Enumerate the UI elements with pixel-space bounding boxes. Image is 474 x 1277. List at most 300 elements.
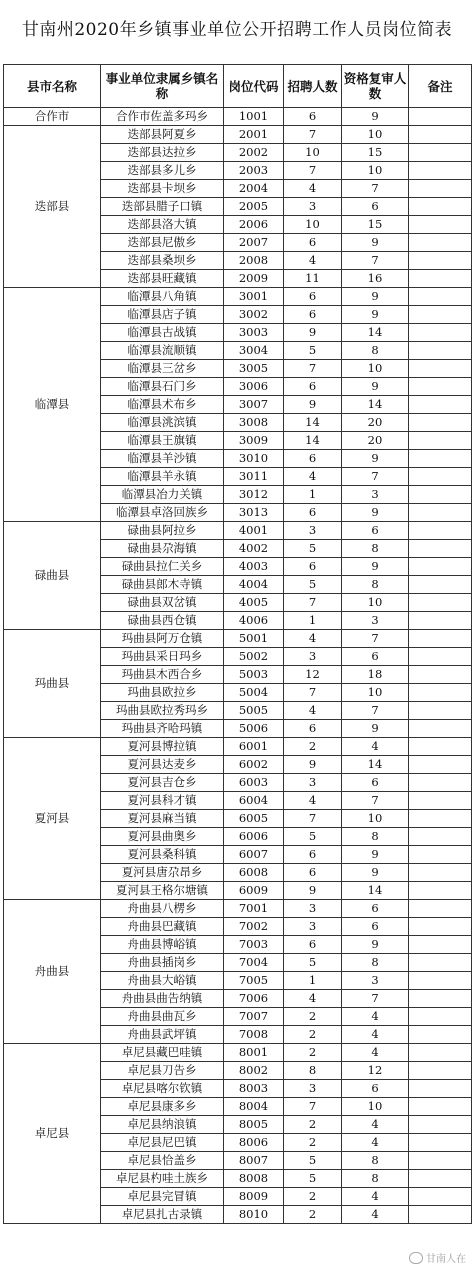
township-cell: 碌曲县尕海镇 — [101, 540, 224, 558]
recruit-count-cell: 1 — [284, 486, 342, 504]
township-cell: 舟曲县八楞乡 — [101, 900, 224, 918]
remarks-cell — [409, 630, 472, 648]
county-cell: 碌曲县 — [4, 522, 101, 630]
review-count-cell: 3 — [342, 486, 409, 504]
remarks-cell — [409, 522, 472, 540]
review-count-cell: 14 — [342, 756, 409, 774]
county-cell: 玛曲县 — [4, 630, 101, 738]
review-count-cell: 15 — [342, 144, 409, 162]
post-code-cell: 4004 — [224, 576, 284, 594]
remarks-cell — [409, 666, 472, 684]
post-code-cell: 4002 — [224, 540, 284, 558]
remarks-cell — [409, 576, 472, 594]
review-count-cell: 10 — [342, 1098, 409, 1116]
township-cell: 迭部县阿夏乡 — [101, 126, 224, 144]
review-count-cell: 10 — [342, 126, 409, 144]
recruit-count-cell: 6 — [284, 558, 342, 576]
post-code-cell: 3013 — [224, 504, 284, 522]
review-count-cell: 6 — [342, 648, 409, 666]
remarks-cell — [409, 1206, 472, 1224]
township-cell: 夏河县麻当镇 — [101, 810, 224, 828]
township-cell: 卓尼县恰盖乡 — [101, 1152, 224, 1170]
township-cell: 迭部县卡坝乡 — [101, 180, 224, 198]
table-row — [4, 738, 472, 756]
remarks-cell — [409, 1116, 472, 1134]
township-cell: 卓尼县纳浪镇 — [101, 1116, 224, 1134]
remarks-cell — [409, 1044, 472, 1062]
review-count-cell: 7 — [342, 702, 409, 720]
review-count-cell: 14 — [342, 396, 409, 414]
township-cell: 碌曲县双岔镇 — [101, 594, 224, 612]
recruit-count-cell: 6 — [284, 108, 342, 126]
post-code-cell: 2007 — [224, 234, 284, 252]
recruit-count-cell: 2 — [284, 1044, 342, 1062]
review-count-cell: 7 — [342, 252, 409, 270]
township-cell: 舟曲县插岗乡 — [101, 954, 224, 972]
recruit-count-cell: 6 — [284, 306, 342, 324]
review-count-cell: 3 — [342, 972, 409, 990]
recruit-count-cell: 2 — [284, 1008, 342, 1026]
review-count-cell: 4 — [342, 1206, 409, 1224]
post-code-cell: 8010 — [224, 1206, 284, 1224]
review-count-cell: 16 — [342, 270, 409, 288]
recruit-count-cell: 7 — [284, 810, 342, 828]
township-cell: 临潭县流顺镇 — [101, 342, 224, 360]
review-count-cell: 6 — [342, 198, 409, 216]
recruit-count-cell: 4 — [284, 792, 342, 810]
recruit-count-cell: 4 — [284, 990, 342, 1008]
remarks-cell — [409, 612, 472, 630]
remarks-cell — [409, 360, 472, 378]
township-cell: 玛曲县欧拉秀玛乡 — [101, 702, 224, 720]
remarks-cell — [409, 288, 472, 306]
recruit-count-cell: 9 — [284, 324, 342, 342]
remarks-cell — [409, 468, 472, 486]
recruit-count-cell: 2 — [284, 1206, 342, 1224]
review-count-cell: 8 — [342, 1152, 409, 1170]
remarks-cell — [409, 1026, 472, 1044]
watermark — [409, 1250, 466, 1265]
recruit-count-cell: 7 — [284, 126, 342, 144]
recruit-count-cell: 3 — [284, 522, 342, 540]
post-code-cell: 5002 — [224, 648, 284, 666]
review-count-cell: 4 — [342, 1026, 409, 1044]
recruit-count-cell: 2 — [284, 1134, 342, 1152]
post-code-cell: 6004 — [224, 792, 284, 810]
review-count-cell: 8 — [342, 828, 409, 846]
review-count-cell: 14 — [342, 882, 409, 900]
township-cell: 合作市佐盖多玛乡 — [101, 108, 224, 126]
county-cell: 临潭县 — [4, 288, 101, 522]
recruit-count-cell: 4 — [284, 630, 342, 648]
post-code-cell: 5001 — [224, 630, 284, 648]
remarks-cell — [409, 414, 472, 432]
remarks-cell — [409, 162, 472, 180]
recruit-count-cell: 5 — [284, 1152, 342, 1170]
recruit-count-cell: 3 — [284, 774, 342, 792]
remarks-cell — [409, 198, 472, 216]
post-code-cell: 2004 — [224, 180, 284, 198]
township-cell: 夏河县王格尔塘镇 — [101, 882, 224, 900]
post-code-cell: 4006 — [224, 612, 284, 630]
township-cell: 临潭县三岔乡 — [101, 360, 224, 378]
remarks-cell — [409, 396, 472, 414]
recruit-count-cell: 3 — [284, 198, 342, 216]
review-count-cell: 4 — [342, 1008, 409, 1026]
recruit-count-cell: 10 — [284, 216, 342, 234]
recruit-count-cell: 2 — [284, 738, 342, 756]
township-cell: 舟曲县武坪镇 — [101, 1026, 224, 1044]
remarks-cell — [409, 324, 472, 342]
post-code-cell: 4001 — [224, 522, 284, 540]
county-cell: 舟曲县 — [4, 900, 101, 1044]
remarks-cell — [409, 792, 472, 810]
township-cell: 舟曲县大峪镇 — [101, 972, 224, 990]
township-cell: 夏河县科才镇 — [101, 792, 224, 810]
township-cell: 迭部县尼傲乡 — [101, 234, 224, 252]
review-count-cell: 7 — [342, 630, 409, 648]
recruit-count-cell: 14 — [284, 414, 342, 432]
township-cell: 临潭县洮滨镇 — [101, 414, 224, 432]
table-row — [4, 900, 472, 918]
township-cell: 临潭县羊永镇 — [101, 468, 224, 486]
township-cell: 卓尼县完冒镇 — [101, 1188, 224, 1206]
recruit-count-cell: 8 — [284, 1062, 342, 1080]
township-cell: 临潭县羊沙镇 — [101, 450, 224, 468]
review-count-cell: 6 — [342, 900, 409, 918]
recruit-count-cell: 9 — [284, 882, 342, 900]
recruit-count-cell: 2 — [284, 1026, 342, 1044]
recruit-count-cell: 11 — [284, 270, 342, 288]
post-code-cell: 7006 — [224, 990, 284, 1008]
township-cell: 临潭县冶力关镇 — [101, 486, 224, 504]
post-code-cell: 8002 — [224, 1062, 284, 1080]
remarks-cell — [409, 270, 472, 288]
township-cell: 临潭县店子镇 — [101, 306, 224, 324]
post-code-cell: 3011 — [224, 468, 284, 486]
township-cell: 临潭县王旗镇 — [101, 432, 224, 450]
county-cell: 合作市 — [4, 108, 101, 126]
review-count-cell: 10 — [342, 162, 409, 180]
recruit-count-cell: 5 — [284, 828, 342, 846]
township-cell: 卓尼县刀告乡 — [101, 1062, 224, 1080]
review-count-cell: 9 — [342, 720, 409, 738]
recruit-count-cell: 9 — [284, 396, 342, 414]
remarks-cell — [409, 216, 472, 234]
review-count-cell: 10 — [342, 684, 409, 702]
township-cell: 夏河县唐尕昂乡 — [101, 864, 224, 882]
township-cell: 迭部县达拉乡 — [101, 144, 224, 162]
township-cell: 玛曲县采日玛乡 — [101, 648, 224, 666]
recruit-count-cell: 5 — [284, 954, 342, 972]
remarks-cell — [409, 1152, 472, 1170]
post-code-cell: 3007 — [224, 396, 284, 414]
recruit-count-cell: 2 — [284, 1188, 342, 1206]
post-code-cell: 8008 — [224, 1170, 284, 1188]
township-cell: 卓尼县藏巴哇镇 — [101, 1044, 224, 1062]
remarks-cell — [409, 108, 472, 126]
post-code-cell: 8003 — [224, 1080, 284, 1098]
remarks-cell — [409, 558, 472, 576]
recruit-count-cell: 6 — [284, 504, 342, 522]
recruit-count-cell: 6 — [284, 234, 342, 252]
review-count-cell: 9 — [342, 558, 409, 576]
township-cell: 玛曲县齐哈玛镇 — [101, 720, 224, 738]
remarks-cell — [409, 342, 472, 360]
township-cell: 舟曲县巴藏镇 — [101, 918, 224, 936]
review-count-cell: 10 — [342, 594, 409, 612]
review-count-cell: 10 — [342, 360, 409, 378]
post-code-cell: 8004 — [224, 1098, 284, 1116]
remarks-cell — [409, 774, 472, 792]
post-code-cell: 8001 — [224, 1044, 284, 1062]
recruit-count-cell: 3 — [284, 918, 342, 936]
remarks-cell — [409, 918, 472, 936]
remarks-cell — [409, 1080, 472, 1098]
township-cell: 碌曲县西仓镇 — [101, 612, 224, 630]
recruit-count-cell: 9 — [284, 756, 342, 774]
review-count-cell: 20 — [342, 432, 409, 450]
post-code-cell: 5006 — [224, 720, 284, 738]
remarks-cell — [409, 1062, 472, 1080]
recruit-count-cell: 6 — [284, 936, 342, 954]
review-count-cell: 7 — [342, 990, 409, 1008]
header-remarks: 备注 — [409, 65, 472, 108]
township-cell: 临潭县术布乡 — [101, 396, 224, 414]
post-code-cell: 7001 — [224, 900, 284, 918]
recruit-count-cell: 7 — [284, 594, 342, 612]
post-code-cell: 5003 — [224, 666, 284, 684]
post-code-cell: 7002 — [224, 918, 284, 936]
remarks-cell — [409, 684, 472, 702]
remarks-cell — [409, 306, 472, 324]
township-cell: 迭部县桑坝乡 — [101, 252, 224, 270]
review-count-cell: 9 — [342, 288, 409, 306]
header-recruit-count: 招聘人数 — [284, 65, 342, 108]
township-cell: 卓尼县尼巴镇 — [101, 1134, 224, 1152]
review-count-cell: 3 — [342, 612, 409, 630]
post-code-cell: 6003 — [224, 774, 284, 792]
review-count-cell: 9 — [342, 846, 409, 864]
review-count-cell: 4 — [342, 1134, 409, 1152]
remarks-cell — [409, 828, 472, 846]
remarks-cell — [409, 1188, 472, 1206]
county-cell: 夏河县 — [4, 738, 101, 900]
recruit-count-cell: 4 — [284, 468, 342, 486]
remarks-cell — [409, 702, 472, 720]
post-code-cell: 5005 — [224, 702, 284, 720]
recruit-count-cell: 6 — [284, 720, 342, 738]
table-row — [4, 630, 472, 648]
remarks-cell — [409, 846, 472, 864]
post-code-cell: 1001 — [224, 108, 284, 126]
review-count-cell: 18 — [342, 666, 409, 684]
recruit-count-cell: 1 — [284, 972, 342, 990]
post-code-cell: 2006 — [224, 216, 284, 234]
township-cell: 卓尼县康多乡 — [101, 1098, 224, 1116]
review-count-cell: 9 — [342, 108, 409, 126]
recruit-count-cell: 6 — [284, 846, 342, 864]
township-cell: 临潭县卓洛回族乡 — [101, 504, 224, 522]
review-count-cell: 8 — [342, 954, 409, 972]
recruit-count-cell: 10 — [284, 144, 342, 162]
table-row — [4, 1044, 472, 1062]
post-code-cell: 2001 — [224, 126, 284, 144]
wechat-icon — [409, 1252, 423, 1264]
remarks-cell — [409, 900, 472, 918]
review-count-cell: 8 — [342, 540, 409, 558]
recruit-count-cell: 1 — [284, 612, 342, 630]
remarks-cell — [409, 1098, 472, 1116]
recruit-count-cell: 6 — [284, 288, 342, 306]
post-code-cell: 3010 — [224, 450, 284, 468]
post-code-cell: 4003 — [224, 558, 284, 576]
post-code-cell: 3001 — [224, 288, 284, 306]
post-code-cell: 3008 — [224, 414, 284, 432]
post-code-cell: 6007 — [224, 846, 284, 864]
review-count-cell: 4 — [342, 1188, 409, 1206]
watermark-text: 甘南人在 — [426, 1254, 466, 1265]
remarks-cell — [409, 936, 472, 954]
header-post-code: 岗位代码 — [224, 65, 284, 108]
post-code-cell: 7007 — [224, 1008, 284, 1026]
table-row — [4, 126, 472, 144]
post-code-cell: 3002 — [224, 306, 284, 324]
remarks-cell — [409, 126, 472, 144]
township-cell: 舟曲县曲告纳镇 — [101, 990, 224, 1008]
township-cell: 舟曲县博峪镇 — [101, 936, 224, 954]
post-code-cell: 6008 — [224, 864, 284, 882]
township-cell: 迭部县多儿乡 — [101, 162, 224, 180]
review-count-cell: 9 — [342, 504, 409, 522]
post-code-cell: 3009 — [224, 432, 284, 450]
recruit-count-cell: 4 — [284, 702, 342, 720]
remarks-cell — [409, 738, 472, 756]
post-code-cell: 3003 — [224, 324, 284, 342]
review-count-cell: 9 — [342, 450, 409, 468]
review-count-cell: 9 — [342, 306, 409, 324]
post-code-cell: 8009 — [224, 1188, 284, 1206]
township-cell: 玛曲县木西合乡 — [101, 666, 224, 684]
township-cell: 碌曲县郎木寺镇 — [101, 576, 224, 594]
review-count-cell: 9 — [342, 234, 409, 252]
review-count-cell: 6 — [342, 918, 409, 936]
remarks-cell — [409, 504, 472, 522]
recruit-count-cell: 5 — [284, 576, 342, 594]
post-code-cell: 7008 — [224, 1026, 284, 1044]
recruit-count-cell: 5 — [284, 1170, 342, 1188]
remarks-cell — [409, 1134, 472, 1152]
page-title: 甘南州2020年乡镇事业单位公开招聘工作人员岗位简表 — [21, 20, 453, 40]
recruit-count-cell: 5 — [284, 342, 342, 360]
township-cell: 卓尼县扎古录镇 — [101, 1206, 224, 1224]
post-code-cell: 4005 — [224, 594, 284, 612]
review-count-cell: 9 — [342, 378, 409, 396]
review-count-cell: 9 — [342, 864, 409, 882]
township-cell: 夏河县曲奥乡 — [101, 828, 224, 846]
remarks-cell — [409, 144, 472, 162]
recruit-count-cell: 7 — [284, 360, 342, 378]
recruit-count-cell: 6 — [284, 450, 342, 468]
review-count-cell: 7 — [342, 180, 409, 198]
remarks-cell — [409, 972, 472, 990]
post-code-cell: 2008 — [224, 252, 284, 270]
recruit-count-cell: 5 — [284, 540, 342, 558]
post-code-cell: 3004 — [224, 342, 284, 360]
remarks-cell — [409, 594, 472, 612]
post-code-cell: 7005 — [224, 972, 284, 990]
recruit-count-cell: 7 — [284, 162, 342, 180]
county-cell: 卓尼县 — [4, 1044, 101, 1224]
remarks-cell — [409, 1170, 472, 1188]
township-cell: 夏河县达麦乡 — [101, 756, 224, 774]
post-code-cell: 5004 — [224, 684, 284, 702]
table-body — [4, 108, 472, 1224]
recruit-count-cell: 2 — [284, 1116, 342, 1134]
remarks-cell — [409, 882, 472, 900]
township-cell: 玛曲县阿万仓镇 — [101, 630, 224, 648]
recruit-count-cell: 14 — [284, 432, 342, 450]
post-code-cell: 6002 — [224, 756, 284, 774]
post-code-cell: 2003 — [224, 162, 284, 180]
remarks-cell — [409, 540, 472, 558]
remarks-cell — [409, 234, 472, 252]
review-count-cell: 6 — [342, 1080, 409, 1098]
recruit-count-cell: 6 — [284, 378, 342, 396]
township-cell: 迭部县旺藏镇 — [101, 270, 224, 288]
township-cell: 夏河县吉仓乡 — [101, 774, 224, 792]
recruit-count-cell: 3 — [284, 1080, 342, 1098]
header-county: 县市名称 — [4, 65, 101, 108]
position-table — [3, 64, 472, 1224]
recruit-count-cell: 7 — [284, 1098, 342, 1116]
township-cell: 碌曲县阿拉乡 — [101, 522, 224, 540]
township-cell: 玛曲县欧拉乡 — [101, 684, 224, 702]
remarks-cell — [409, 486, 472, 504]
table-header-row — [4, 65, 472, 108]
township-cell: 夏河县桑科镇 — [101, 846, 224, 864]
review-count-cell: 15 — [342, 216, 409, 234]
review-count-cell: 6 — [342, 774, 409, 792]
remarks-cell — [409, 756, 472, 774]
review-count-cell: 8 — [342, 342, 409, 360]
post-code-cell: 7004 — [224, 954, 284, 972]
review-count-cell: 20 — [342, 414, 409, 432]
review-count-cell: 4 — [342, 738, 409, 756]
review-count-cell: 9 — [342, 936, 409, 954]
township-cell: 迭部县洛大镇 — [101, 216, 224, 234]
review-count-cell: 12 — [342, 1062, 409, 1080]
review-count-cell: 7 — [342, 468, 409, 486]
post-code-cell: 8007 — [224, 1152, 284, 1170]
header-review-count: 资格复审人数 — [342, 65, 409, 108]
post-code-cell: 6009 — [224, 882, 284, 900]
township-cell: 碌曲县拉仁关乡 — [101, 558, 224, 576]
post-code-cell: 7003 — [224, 936, 284, 954]
remarks-cell — [409, 1008, 472, 1026]
review-count-cell: 10 — [342, 810, 409, 828]
recruit-count-cell: 3 — [284, 648, 342, 666]
review-count-cell: 8 — [342, 576, 409, 594]
review-count-cell: 8 — [342, 1170, 409, 1188]
township-cell: 舟曲县曲瓦乡 — [101, 1008, 224, 1026]
remarks-cell — [409, 432, 472, 450]
township-cell: 卓尼县杓哇土族乡 — [101, 1170, 224, 1188]
table-row — [4, 288, 472, 306]
post-code-cell: 6006 — [224, 828, 284, 846]
post-code-cell: 3006 — [224, 378, 284, 396]
remarks-cell — [409, 864, 472, 882]
